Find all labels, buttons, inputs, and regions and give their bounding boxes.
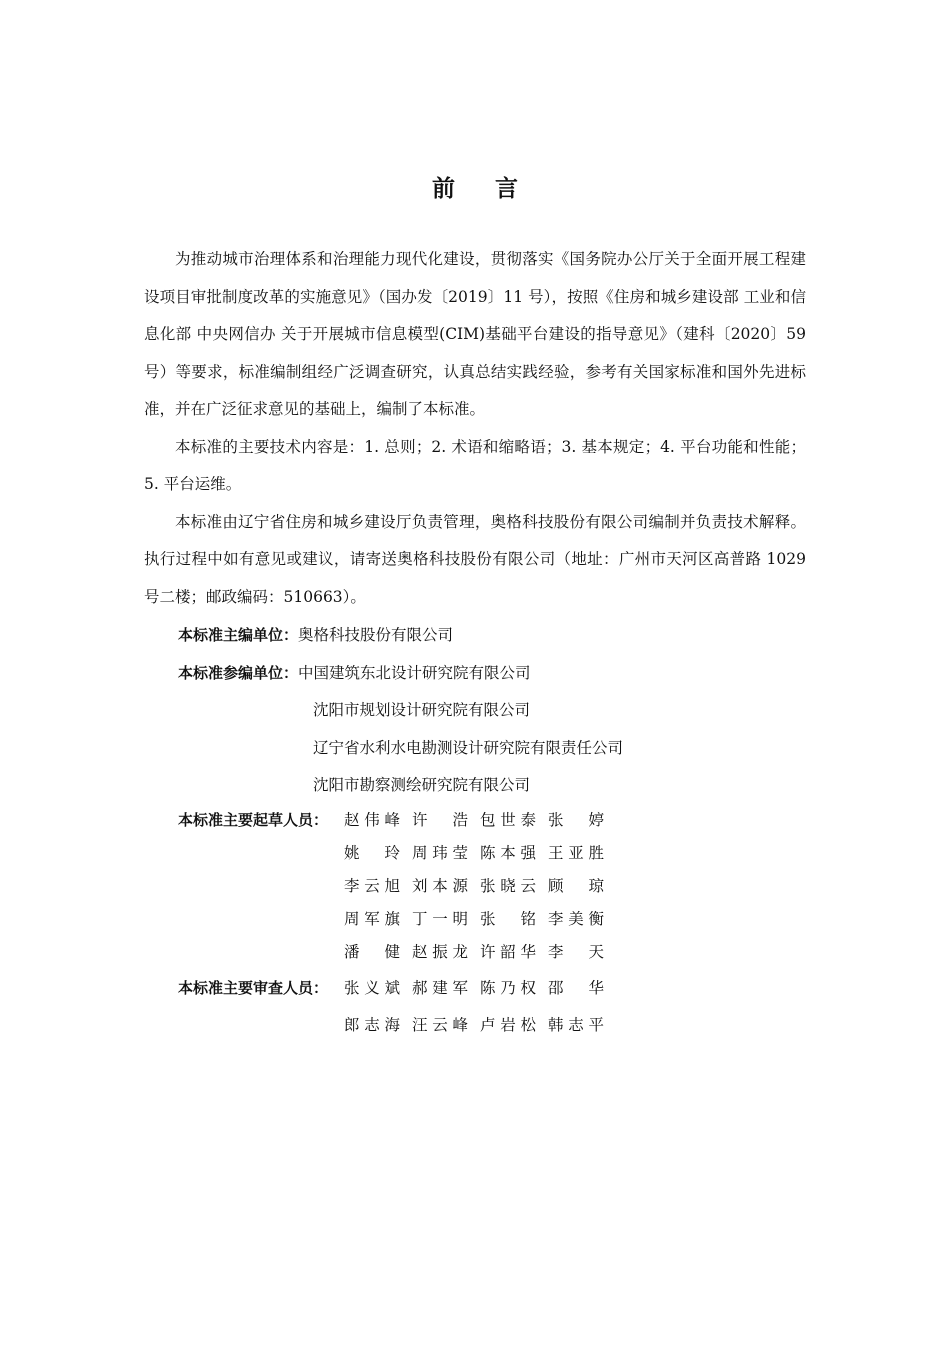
chief-unit-value: 奥格科技股份有限公司: [298, 626, 454, 644]
person-name: 郎志海: [344, 1016, 400, 1034]
drafters-row: [178, 804, 604, 837]
participating-units-label: 本标准参编单位：: [178, 663, 299, 682]
person-name: 周军旗: [344, 910, 400, 928]
person-name: 刘本源: [412, 877, 468, 895]
person-name: 赵伟峰: [344, 811, 400, 829]
drafters-section: [178, 804, 604, 969]
person-name: 顾琼: [548, 877, 604, 895]
person-name: 韩志平: [548, 1016, 604, 1034]
paragraph: 本标准的主要技术内容是：1. 总则；2. 术语和缩略语；3. 基本规定；4. 平台功能和性能；5. 平台运维。: [144, 437, 806, 493]
person-name: 包世泰: [480, 811, 536, 829]
person-name: 赵振龙: [412, 943, 468, 961]
reviewers-label: 本标准主要审查人员：: [178, 979, 329, 997]
reviewers-row: [178, 1007, 604, 1044]
person-name: 李云旭: [344, 877, 400, 895]
person-name: 邵华: [548, 979, 604, 997]
person-name: 李天: [548, 943, 604, 961]
person-name: 张婷: [548, 811, 604, 829]
person-name: 周玮莹: [412, 844, 468, 862]
paragraph: 本标准由辽宁省住房和城乡建设厅负责管理，奥格科技股份有限公司编制并负责技术解释。执行过程中如有意见或建议，请寄送奥格科技股份有限公司（地址：广州市天河区高普路 1029 号二楼；邮政编码：510663）。: [144, 512, 806, 606]
person-name: 郝建军: [412, 979, 468, 997]
participating-unit: 沈阳市规划设计研究院有限公司: [313, 701, 531, 719]
person-name: 张晓云: [480, 877, 536, 895]
preface-body: [144, 241, 806, 616]
chief-unit-row: [178, 617, 531, 655]
participating-unit-row: [178, 730, 624, 768]
person-name: 姚玲: [344, 844, 400, 862]
person-name: 陈本强: [480, 844, 536, 862]
person-name: 潘健: [344, 943, 400, 961]
drafters-row: [178, 903, 604, 936]
participating-unit: 中国建筑东北设计研究院有限公司: [298, 663, 531, 682]
participating-unit: 沈阳市勘察测绘研究院有限公司: [313, 776, 531, 794]
drafters-row: [178, 837, 604, 870]
reviewers-section: [178, 970, 604, 1044]
participating-unit-row: [178, 767, 531, 805]
chief-unit-label: 本标准主编单位：: [178, 626, 299, 644]
person-name: 汪云峰: [412, 1016, 468, 1034]
units-section: [178, 617, 624, 805]
person-name: 许浩: [412, 811, 468, 829]
person-name: 陈乃权: [480, 979, 536, 997]
drafters-label: 本标准主要起草人员：: [178, 811, 329, 829]
page-title: 前 言: [431, 176, 534, 202]
person-name: 张铭: [480, 910, 536, 928]
person-name: 张义斌: [344, 979, 400, 997]
person-name: 丁一明: [412, 910, 468, 928]
participating-unit: 辽宁省水利水电勘测设计研究院有限责任公司: [313, 738, 624, 757]
person-name: 王亚胜: [548, 844, 604, 862]
participating-unit-row: [178, 692, 531, 730]
person-name: 许韶华: [480, 943, 536, 961]
drafters-row: [178, 870, 604, 903]
person-name: 李美衡: [548, 910, 604, 928]
participating-unit-row: [178, 655, 531, 693]
drafters-row: [178, 936, 604, 969]
reviewers-row: [178, 970, 604, 1007]
paragraph: 为推动城市治理体系和治理能力现代化建设，贯彻落实《国务院办公厅关于全面开展工程建设项目审批制度改革的实施意见》（国办发〔2019〕11 号），按照《住房和城乡建设部 工业和信息化部 中央网信办 关于开展城市信息模型(CIM)基础平台建设的指导意见》（建科〔2020〕59 号）等要求，标准编制组经广泛调查研究，认真总结实践经验，参考有关国家标准和国外先进标准，并在广泛征求意见的基础上，编制了本标准。: [144, 250, 806, 418]
person-name: 卢岩松: [480, 1016, 536, 1034]
